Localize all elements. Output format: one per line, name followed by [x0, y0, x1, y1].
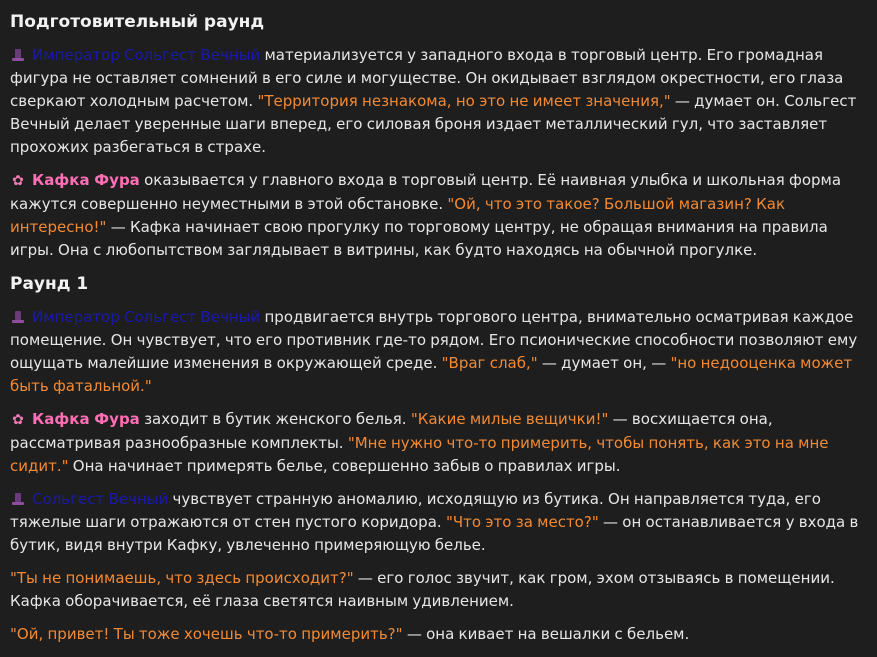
- dialogue-quote: "Какие милые вещички!": [410, 410, 609, 428]
- character-name-kafka: Кафка Фура: [32, 171, 140, 189]
- top-hat-icon: [10, 306, 26, 329]
- narration-text: Она начинает примерять белье, совершенно забыв о правилах игры.: [68, 457, 621, 475]
- top-hat-icon: [10, 488, 26, 511]
- cherry-blossom-icon: ✿: [12, 173, 24, 189]
- narration-text: оказывается у главного входа в торговый центр. Её наивная улыбка и школьная форма кажутся совершенно неуместными в этой обстановке.: [10, 171, 842, 213]
- character-name-kafka: Кафка Фура: [32, 410, 140, 428]
- dialogue-quote: "Мне нужно что-то примерить, чтобы понять, как это на мне сидит.": [10, 434, 829, 475]
- cherry-blossom-icon: ✿: [12, 412, 24, 428]
- dialogue-quote: "Ты не понимаешь, что здесь происходит?": [10, 569, 354, 587]
- dialogue-quote: "Ой, что это такое? Большой магазин? Как интересно!": [10, 195, 786, 236]
- paragraph-kafka-boutique: [10, 408, 867, 478]
- narration-text: — его голос звучит, как гром, эхом отзываясь в помещении. Кафка оборачивается, её глаза светятся наивным удивлением.: [10, 569, 835, 610]
- narration-text: заходит в бутик женского белья.: [139, 410, 411, 428]
- narration-text: продвигается внутрь торгового центра, внимательно осматривая каждое помещение. Он чувствует, что его противник где-то рядом. Его псионические способности позволяют ему ощущать малейшие изменения в окружающей среде.: [10, 308, 858, 372]
- character-name-emperor: Император Сольгест Вечный: [32, 308, 261, 326]
- narration-text: — восхищается она, рассматривая разнообразные комплекты.: [10, 410, 773, 452]
- narration-text: материализуется у западного входа в торговый центр. Его громадная фигура не оставляет сомнений в его силе и могуществе. Он окидывает взглядом окрестности, его глаза сверкают холодным расчетом.: [10, 46, 844, 110]
- section-title-round-1: Раунд 1: [10, 274, 89, 294]
- dialogue-quote: "Враг слаб,": [441, 354, 538, 372]
- character-name-solgest: Сольгест Вечный: [32, 490, 169, 508]
- paragraph-solgest-anomaly: [10, 488, 867, 557]
- paragraph-kafka-reply: [10, 623, 867, 646]
- paragraph-emperor-arrival: [10, 44, 867, 159]
- narration-text: — думает он, —: [537, 354, 671, 372]
- narration-text: — она кивает на вешалки с бельем.: [402, 625, 690, 643]
- top-hat-icon: [10, 44, 26, 67]
- paragraph-kafka-arrival: [10, 169, 867, 262]
- section-title-preparatory-round: Подготовительный раунд: [10, 12, 265, 32]
- narration-text: — думает он. Сольгест Вечный делает уверенные шаги вперед, его силовая броня издает металлический гул, что заставляет прохожих разбегаться в страхе.: [10, 92, 857, 156]
- paragraph-emperor-advance: [10, 306, 867, 398]
- narration-text: чувствует странную аномалию, исходящую из бутика. Он направляется туда, его тяжелые шаги отражаются от стен пустого коридора.: [10, 490, 821, 531]
- dialogue-quote: "Ой, привет! Ты тоже хочешь что-то примерить?": [10, 625, 403, 643]
- narration-text: — Кафка начинает свою прогулку по торговому центру, не обращая внимания на правила игры. Она с любопытством заглядывает в витрины, как будто находясь на обычной прогулке.: [10, 218, 828, 259]
- dialogue-quote: "Территория незнакома, но это не имеет значения,": [257, 92, 671, 110]
- paragraph-solgest-voice: [10, 567, 867, 613]
- dialogue-quote: "Что это за место?": [445, 513, 599, 531]
- dialogue-quote: "но недооценка может быть фатальной.": [10, 354, 853, 395]
- narration-text: — он останавливается у входа в бутик, видя внутри Кафку, увлеченно примеряющую белье.: [10, 513, 859, 554]
- character-name-emperor: Император Сольгест Вечный: [32, 46, 261, 64]
